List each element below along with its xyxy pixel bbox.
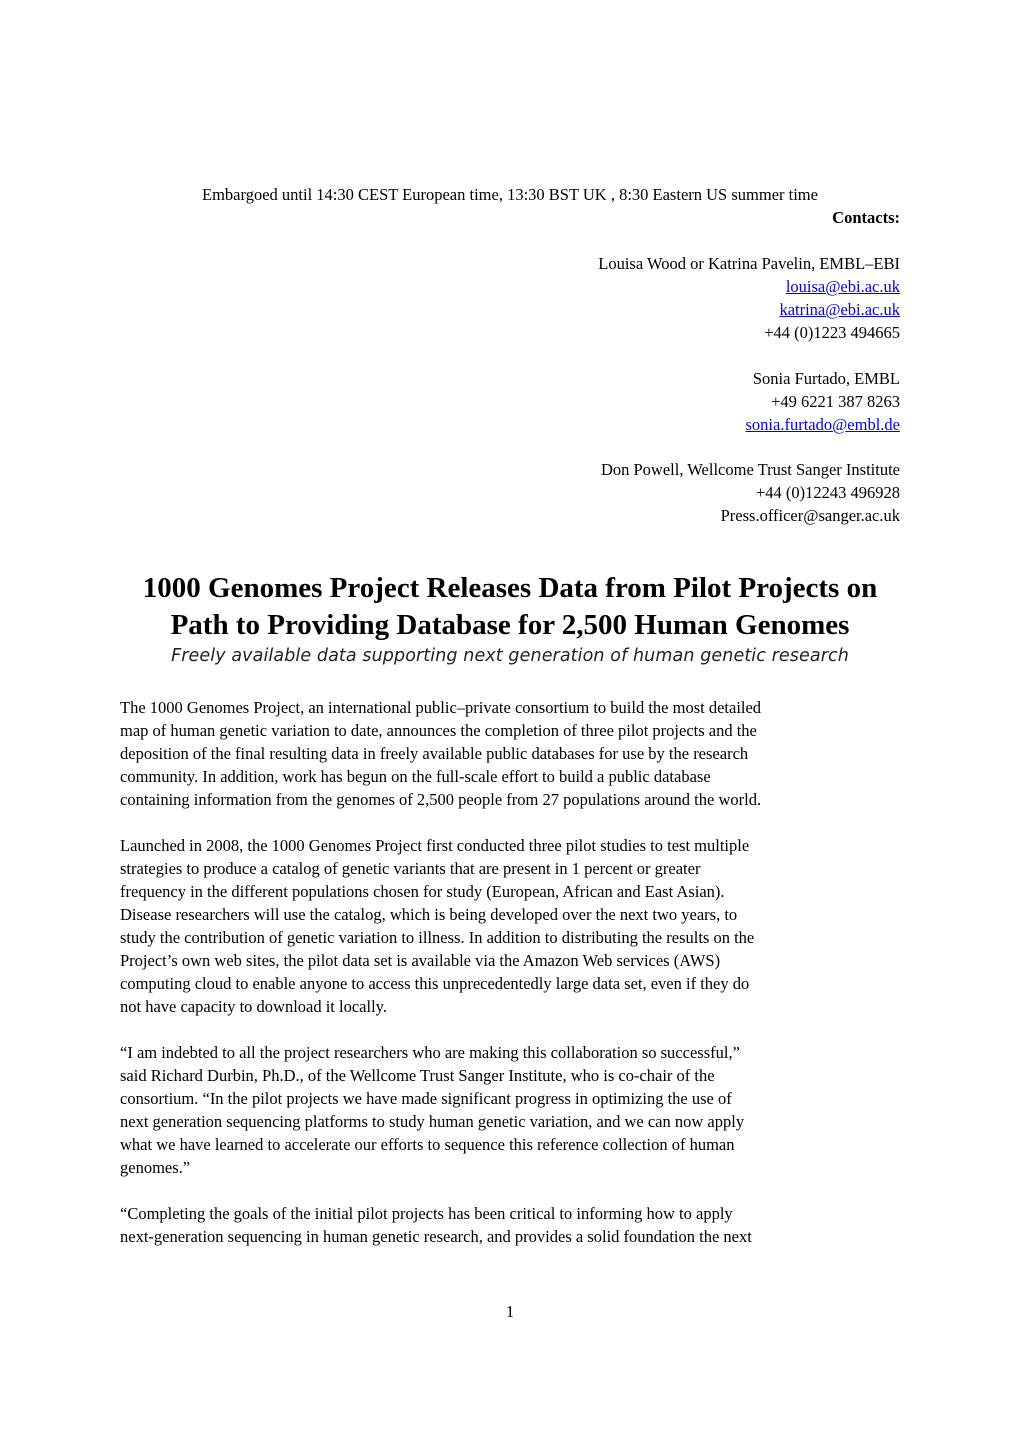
embargo-notice: Embargoed until 14:30 CEST European time, 13:30 BST UK , 8:30 Eastern US summer time [202,185,818,204]
paragraph-line: not have capacity to download it locally. [120,997,387,1016]
paragraph-line: The 1000 Genomes Project, an international public–private consortium to build the most detailed [120,698,762,717]
email-link-katrina[interactable]: katrina@ebi.ac.uk [779,300,900,319]
paragraph-line: “I am indebted to all the project researchers who are making this collaboration so successful,” [120,1043,740,1062]
paragraph-line: next generation sequencing platforms to study human genetic variation, and we can now apply [120,1112,745,1131]
headline-line-1: 1000 Genomes Project Releases Data from Pilot Projects on [142,572,878,604]
contact-block-ebi [598,252,900,344]
contact-block-embl [746,367,901,436]
contact-name: Sonia Furtado, EMBL [752,369,900,388]
contact-email: Press.officer@sanger.ac.uk [720,506,900,525]
contact-phone: +44 (0)1223 494665 [764,323,900,342]
paragraph-line: Launched in 2008, the 1000 Genomes Project first conducted three pilot studies to test multiple [120,836,750,855]
contact-phone: +44 (0)12243 496928 [755,483,900,502]
subheadline: Freely available data supporting next generation of human genetic research [171,646,849,666]
paragraph-line: “Completing the goals of the initial pilot projects has been critical to informing how to apply [120,1204,733,1223]
contact-name: Don Powell, Wellcome Trust Sanger Institute [600,460,900,479]
paragraph-line: study the contribution of genetic variation to illness. In addition to distributing the results on the [120,928,755,947]
paragraph-line: next-generation sequencing in human genetic research, and provides a solid foundation the next [120,1227,752,1246]
contact-name: Louisa Wood or Katrina Pavelin, EMBL–EBI [598,254,900,273]
paragraph-line: frequency in the different populations chosen for study (European, African and East Asian). [120,882,725,901]
paragraph-line: Disease researchers will use the catalog, which is being developed over the next two years, to [120,905,738,924]
paragraph-line: map of human genetic variation to date, announces the completion of three pilot projects and the [120,721,757,740]
contact-block-sanger [601,458,900,527]
paragraph-line: Project’s own web sites, the pilot data set is available via the Amazon Web services (AWS) [120,951,721,970]
paragraph-line: genomes.” [120,1158,191,1177]
paragraph-line: consortium. “In the pilot projects we have made significant progress in optimizing the use of [120,1089,732,1108]
paragraph-line: containing information from the genomes of 2,500 people from 27 populations around the world. [120,790,762,809]
paragraph-4 [120,1202,910,1248]
headline [100,570,920,644]
headline-line-2: Path to Providing Database for 2,500 Human Genomes [170,609,850,641]
paragraph-line: community. In addition, work has begun on the full-scale effort to build a public database [120,767,711,786]
paragraph-line: deposition of the final resulting data in freely available public databases for use by the research [120,744,749,763]
contact-phone: +49 6221 387 8263 [771,392,900,411]
paragraph-3 [120,1041,910,1179]
contacts-heading: Contacts: [832,208,900,227]
email-link-sonia[interactable]: sonia.furtado@embl.de [745,415,900,434]
paragraph-1 [120,696,910,811]
paragraph-line: what we have learned to accelerate our efforts to sequence this reference collection of human [120,1135,735,1154]
paragraph-line: computing cloud to enable anyone to access this unprecedentedly large data set, even if they do [120,974,750,993]
page-number: 1 [505,1302,515,1321]
paragraph-line: strategies to produce a catalog of genetic variants that are present in 1 percent or greater [120,859,701,878]
paragraph-line: said Richard Durbin, Ph.D., of the Wellcome Trust Sanger Institute, who is co-chair of the [120,1066,715,1085]
email-link-louisa[interactable]: louisa@ebi.ac.uk [785,277,900,296]
paragraph-2 [120,834,910,1018]
